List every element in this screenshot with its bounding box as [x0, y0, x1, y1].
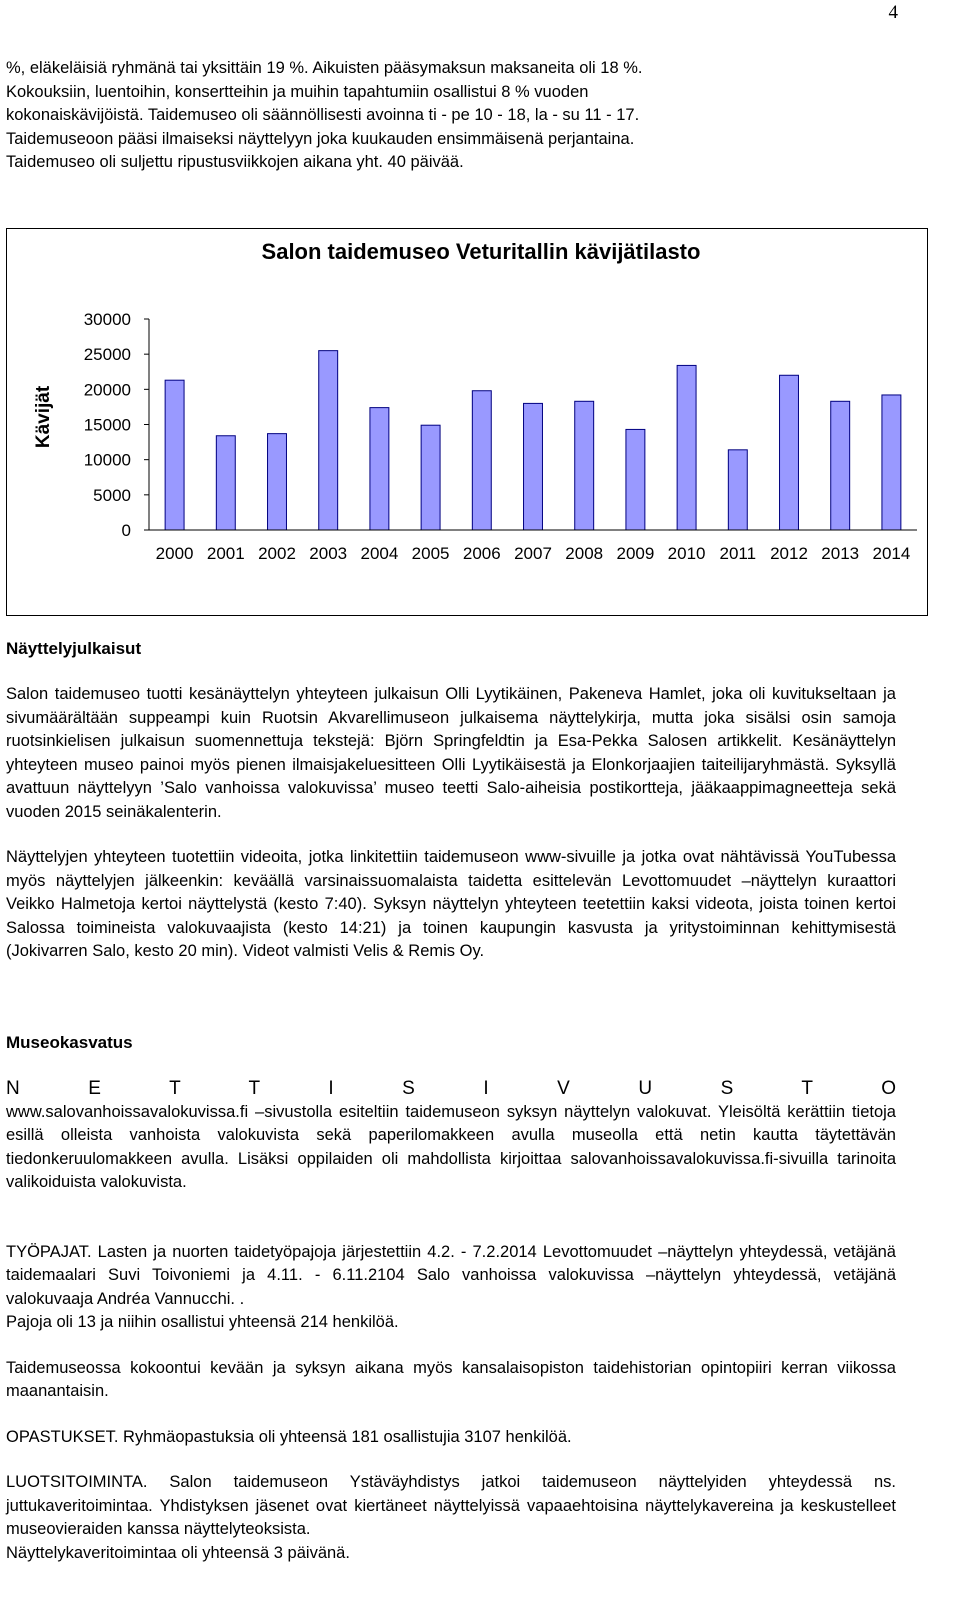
paragraph: www.salovanhoissavalokuvissa.fi –sivustolla esiteltiin taidemuseon syksyn näyttelyn valokuvat. Yleisöltä kerättiin tietoja esillä olleista vanhoista valokuvista sekä paperilomakkeen avulla museolla että netin kautta täytettävän tiedonkeruulomakkeen avulla. Lisäksi oppilaiden oli mahdollista kirjoittaa salovanhoissavalokuvissa.fi-sivuilla tarinoita valikoiduista valokuvista.	[6, 1102, 896, 1191]
intro-text	[6, 57, 916, 175]
bar-2007	[524, 403, 543, 530]
bar-2014	[882, 395, 901, 530]
visitor-chart-svg	[7, 229, 927, 615]
x-tick-label: 2000	[155, 544, 194, 563]
x-tick-label: 2012	[770, 544, 808, 563]
section-heading: Museokasvatus	[6, 1033, 133, 1052]
x-tick-label: 2013	[821, 544, 860, 563]
section-heading: Näyttelyjulkaisut	[6, 639, 142, 658]
x-tick-label: 2003	[309, 544, 348, 563]
y-tick-label: 5000	[93, 485, 131, 505]
x-tick-label: 2005	[411, 544, 450, 563]
paragraph-tyopajat-count: Pajoja oli 13 ja niihin osallistui yhteensä 214 henkilöä.	[6, 1313, 399, 1331]
y-tick-label: 15000	[83, 415, 131, 435]
bar-2005	[421, 425, 440, 530]
intro-line: kokonaiskävijöistä. Taidemuseo oli säännöllisesti avoinna ti - pe 10 - 18, la - su 11 - 17.	[6, 106, 640, 124]
bar-2010	[677, 365, 696, 530]
paragraph-luotsitoiminta-count: Näyttelykaveritoimintaa oli yhteensä 3 päivänä.	[6, 1543, 350, 1562]
y-tick-label: 20000	[83, 380, 131, 400]
x-tick-label: 2008	[565, 544, 604, 563]
bar-2009	[626, 429, 645, 530]
intro-line: Kokouksiin, luentoihin, konsertteihin ja muihin tapahtumiin osallistui 8 % vuoden	[6, 82, 589, 101]
paragraph-tyopajat: TYÖPAJAT. Lasten ja nuorten taidetyöpajoja järjestettiin 4.2. - 7.2.2014 Levottomuudet –näyttelyn yhteydessä, vetäjänä taidemaalari Suvi Toivoniemi ja 4.11. - 6.11.2104 Salo vanhoissa valokuvissa –näyttelyn yhteydessä, vetäjänä valokuvaaja Andréa Vannucchi. .	[6, 1242, 896, 1308]
paragraph: Salon taidemuseo tuotti kesänäyttelyn yhteyteen julkaisun Olli Lyytikäinen, Pakeneva Hamlet, joka oli kuvitukseltaan ja sivumäärältään suppeampi kuin Ruotsin Akvarellimuseon julkaisema näyttelykirja, mutta joka sisälsi osin samoja ruotsinkielisen julkaisun suomennettuja tekstejä: Björn Springfeldtin ja Esa-Pekka Salosen artikkelit. Kesänäyttelyn yhteyteen museo painoi myös pienen ilmaisjakeluesitteen Olli Lyytikäisestä ja Elonkorjaajien taiteilijaryhmästä. Syksyllä avattuun näyttelyyn ’Salo vanhoissa valokuvissa’ museo teetti Salo-aiheisia postikortteja, jääkaappimagneetteja sekä vuoden 2015 seinäkalenterin.	[6, 685, 896, 821]
y-tick-label: 0	[121, 521, 131, 540]
nettisivusto-heading: N E T T I S I V U S T O	[6, 1078, 896, 1099]
x-tick-label: 2011	[719, 544, 757, 563]
nayttelyjulkaisut-section	[6, 637, 896, 964]
x-tick-label: 2014	[872, 544, 911, 563]
y-tick-label: 25000	[83, 345, 131, 365]
bar-2008	[575, 401, 594, 530]
paragraph: Näyttelyjen yhteyteen tuotettiin videoita, jotka linkitettiin taidemuseon www-sivuille ja jotka ovat nähtävissä YouTubessa myös näyttelyjen jälkeenkin: keväällä varsinaissuomalaista taidetta esittelevän Levottomuudet –näyttelyn kuraattori Veikko Halmetoja kertoi näyttelystä (kesto 7:40). Syksyn näyttelyn yhteyteen teetettiin kaksi videota, joista toinen kertoi Salossa toimineista valokuvaajista (kesto 14:21) ja toinen kaupungin kasvusta ja yritystoiminnan kehittymisestä (Jokivarren Salo, kesto 20 min). Videot valmisti Velis & Remis Oy.	[6, 848, 896, 960]
x-tick-label: 2007	[514, 544, 552, 563]
intro-line: Taidemuseoon pääsi ilmaiseksi näyttelyyn joka kuukauden ensimmäisenä perjantaina.	[6, 129, 635, 148]
bar-2000	[165, 380, 184, 530]
x-tick-label: 2002	[258, 544, 296, 563]
bar-2004	[370, 408, 389, 530]
bar-2002	[268, 434, 287, 530]
x-tick-label: 2004	[360, 544, 399, 563]
y-tick-label: 10000	[83, 450, 131, 470]
paragraph-opintopiiri: Taidemuseossa kokoontui kevään ja syksyn aikana myös kansalaisopiston taidehistorian opintopiiri kerran viikossa maanantaisin.	[6, 1358, 896, 1400]
visitor-chart	[6, 228, 928, 616]
chart-title: Salon taidemuseo Veturitallin kävijätilasto	[261, 239, 701, 264]
x-tick-label: 2006	[462, 544, 501, 563]
bar-2012	[780, 375, 799, 530]
museokasvatus-section	[6, 1031, 896, 1565]
chart-y-axis-label: Kävijät	[33, 385, 54, 449]
paragraph-opastukset: OPASTUKSET. Ryhmäopastuksia oli yhteensä 181 osallistujia 3107 henkilöä.	[6, 1427, 572, 1446]
x-tick-label: 2009	[616, 544, 655, 563]
bar-2003	[319, 351, 338, 530]
y-tick-label: 30000	[83, 310, 131, 329]
x-tick-label: 2010	[667, 544, 706, 563]
page-number: 4	[888, 2, 898, 23]
x-tick-label: 2001	[206, 544, 245, 563]
bar-2013	[831, 401, 850, 530]
bar-2011	[728, 450, 747, 530]
intro-line: %, eläkeläisiä ryhmänä tai yksittäin 19 %. Aikuisten pääsymaksun maksaneita oli 18 %.	[6, 59, 643, 77]
paragraph-luotsitoiminta: LUOTSITOIMINTA. Salon taidemuseon Ystäväyhdistys jatkoi taidemuseon näyttelyiden yhteydessä ns. juttukaveritoimintaa. Yhdistyksen jäsenet ovat kiertäneet näyttelyissä vapaaehtoisina näyttelykavereina ja keskustelleet museovieraiden kanssa näyttelyteoksista.	[6, 1473, 896, 1538]
intro-line: Taidemuseo oli suljettu ripustusviikkojen aikana yht. 40 päivää.	[6, 153, 464, 171]
bar-2001	[216, 436, 235, 530]
bar-2006	[472, 391, 491, 530]
